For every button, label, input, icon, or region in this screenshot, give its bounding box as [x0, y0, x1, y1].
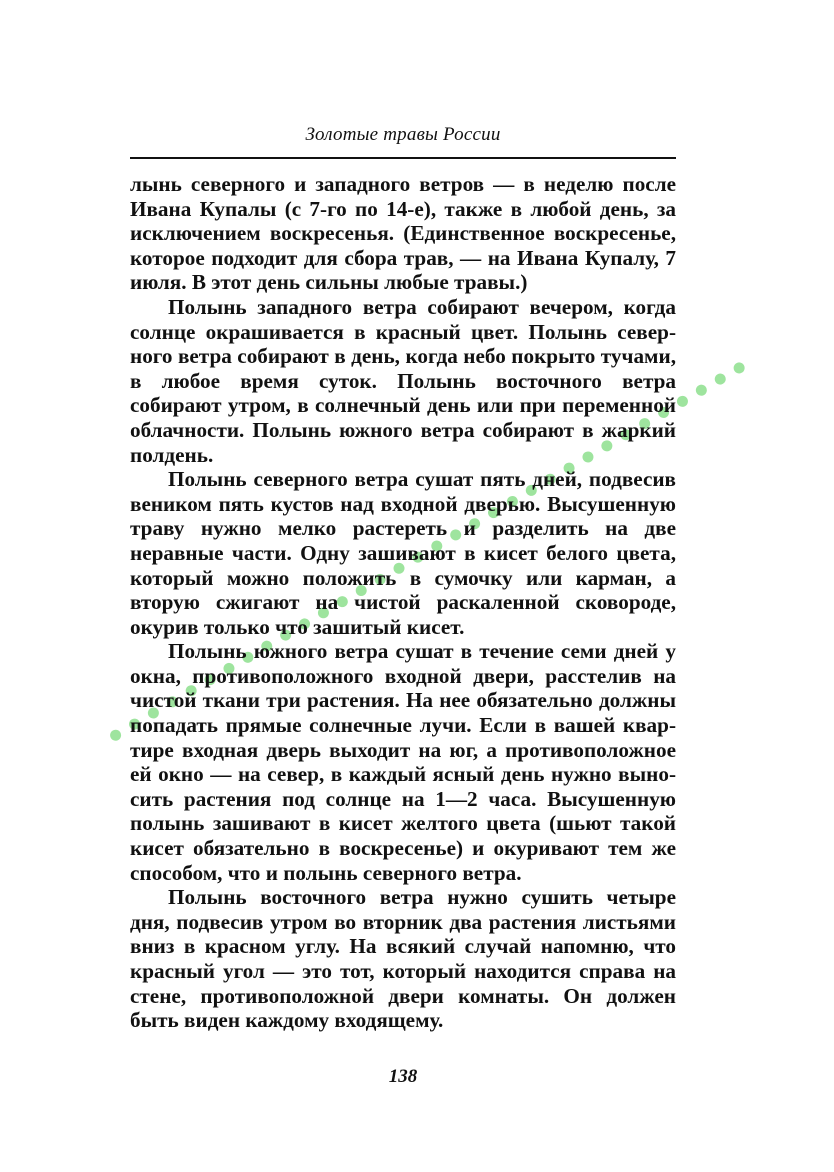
paragraph-continuation: лынь северного и западного ветров — в неделю после Ивана Купалы (с 7-го по 14-е), также в любой день, за исключением воскресенья. (Единственное воскресенье, которое подходит для сбора трав, — на Ивана Купалу, 7 июля. В этот день сильны любые травы.) — [130, 172, 676, 295]
paragraph: Полынь южного ветра сушат в течение семи дней у окна, противоположного входной двери, расстелив на чистой ткани три растения. На нее обязательно должны попадать прямые солнечные лучи. Если в вашей квартире входная дверь выходит на юг, а противоположное ей окно — на север, в каждый ясный день нужно выносить растения под солнце на 1—2 часа. Высушенную полынь зашивают в кисет желтого цвета (шьют такой кисет обязательно в воскресенье) и окуривают тем же способом, что и полынь северного ветра. — [130, 639, 676, 885]
paragraph: Полынь северного ветра сушат пять дней, подвесив веником пять кустов над входной дверью. Высушенную траву нужно мелко растереть и разделить на две неравные части. Одну зашивают в кисет белого цвета, который можно положить в сумочку или карман, а вторую сжигают на чистой раскаленной сковороде, окурив только что зашитый кисет. — [130, 467, 676, 639]
header-rule — [130, 157, 676, 159]
body-text — [130, 172, 676, 1033]
paragraph: Полынь западного ветра собирают вечером, когда солнце окрашивается в красный цвет. Полынь северного ветра собирают в день, когда небо покрыто тучами, в любое время суток. Полынь восточного ветра собирают утром, в солнечный день или при переменной облачности. Полынь южного ветра собирают в жаркий полдень. — [130, 294, 676, 467]
paragraph: Полынь восточного ветра нужно сушить четыре дня, подвесив утром во вторник два растения листьями вниз в красном углу. На всякий случай напомню, что красный угол — это тот, который находится справа на стене, противоположной двери комнаты. Он должен быть виден каждому входящему. — [130, 885, 676, 1033]
running-title: Золотые травы России — [305, 124, 501, 145]
page-number: 138 — [388, 1066, 418, 1087]
